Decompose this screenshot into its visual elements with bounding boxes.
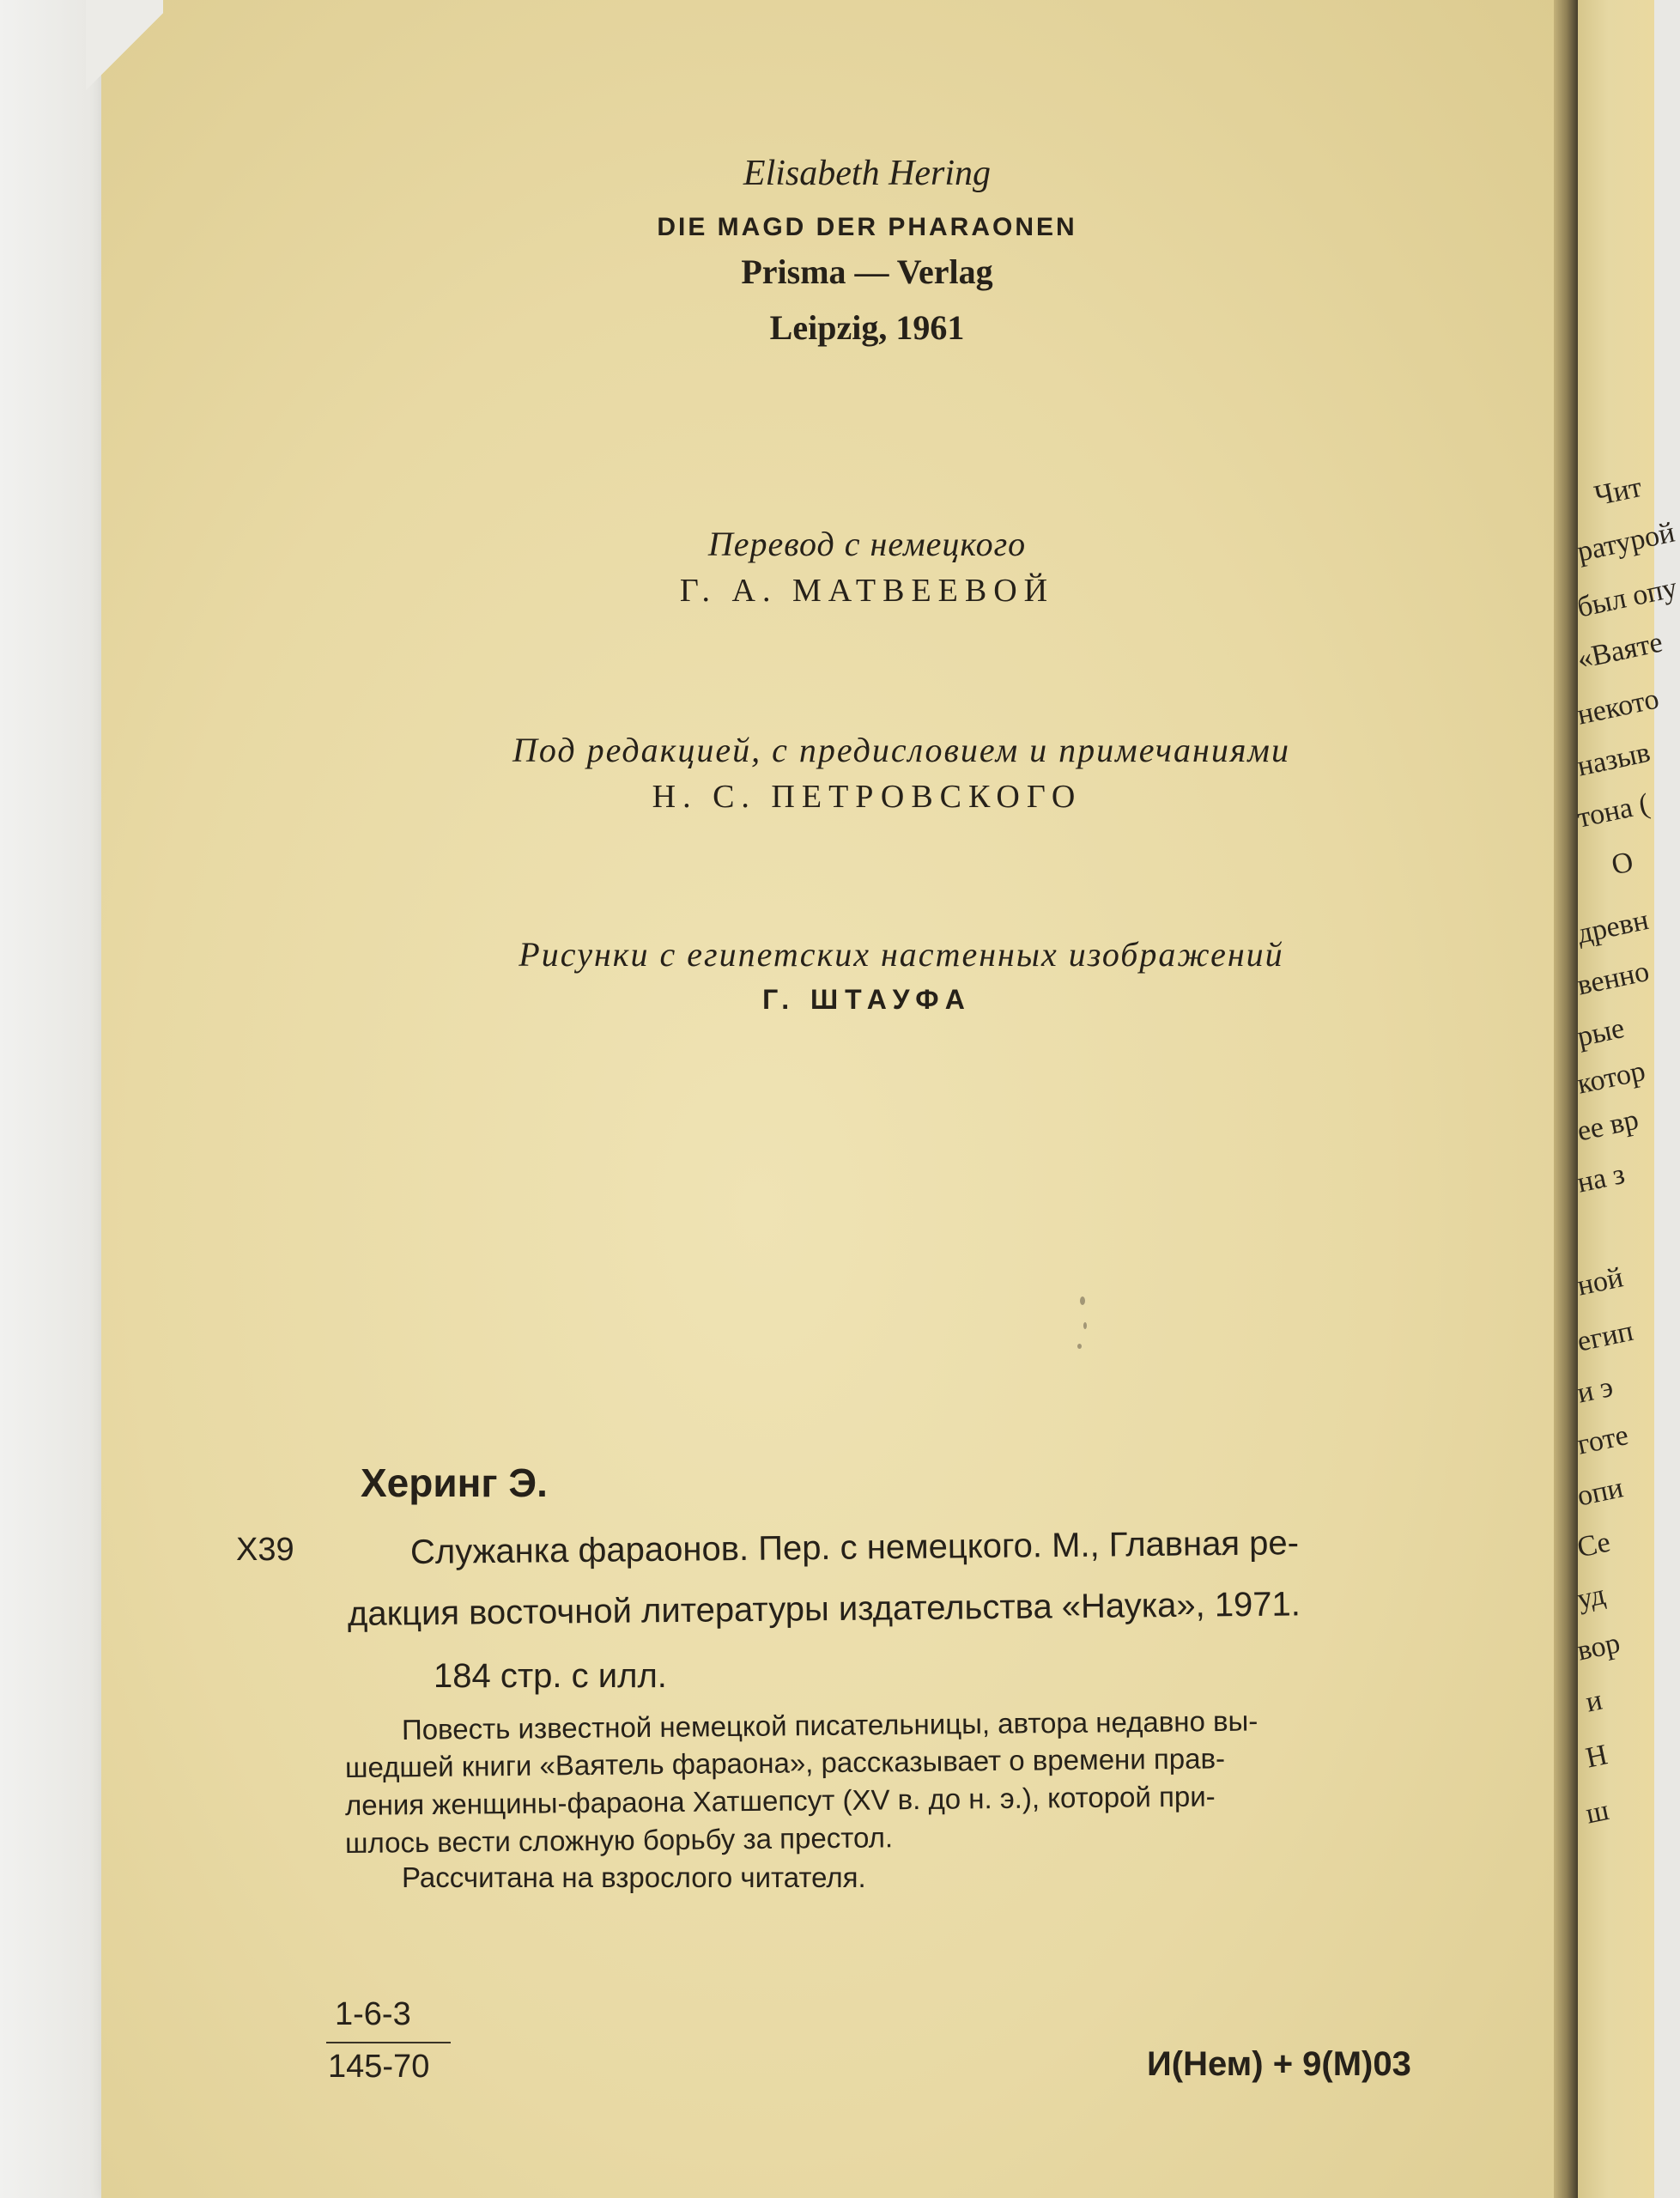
index-denominator: 145-70 [328, 2049, 430, 2085]
annotation-line: Повесть известной немецкой писательницы, автора недавно вы- [401, 1704, 1258, 1746]
facing-page-text: ной [1574, 1261, 1626, 1302]
facing-page-text: ее вр [1574, 1103, 1641, 1148]
facing-page-text: опи [1574, 1472, 1626, 1513]
facing-page-text: Чит [1592, 471, 1645, 513]
paper-speck [1080, 1296, 1085, 1305]
facing-page-text: и [1583, 1684, 1605, 1719]
catalog-description-line-2: дакция восточной литературы издательства «Наука», 1971. [347, 1585, 1301, 1633]
catalog-code: Х39 [236, 1532, 294, 1568]
facing-page-text: егип [1574, 1315, 1636, 1358]
catalog-author: Херинг Э. [361, 1460, 548, 1505]
catalog-description-line-1: Служанка фараонов. Пер. с немецкого. М., Главная ре- [409, 1524, 1300, 1571]
facing-page-text: древн [1574, 904, 1652, 950]
original-author: Elisabeth Hering [743, 154, 992, 193]
illustrations-label: Рисунки с египетских настенных изображений [519, 935, 1284, 974]
facing-page-text: на з [1574, 1157, 1628, 1199]
facing-page-text: назыв [1574, 736, 1653, 783]
facing-page-text: тона ( [1574, 787, 1653, 835]
editor-name: Н. С. ПЕТРОВСКОГО [652, 779, 1083, 815]
facing-page-text: венно [1574, 955, 1653, 1002]
annotation-line: ления женщины-фараона Хатшепсут (XV в. до н. э.), которой при- [344, 1780, 1216, 1821]
facing-page-text: уд [1574, 1578, 1609, 1616]
annotation-line: шедшей книги «Ваятель фараона», рассказывает о времени прав- [344, 1742, 1226, 1783]
index-numerator: 1-6-3 [335, 1996, 411, 2032]
catalog-pages: 184 стр. с илл. [434, 1657, 667, 1695]
fraction-line [326, 2042, 451, 2043]
facing-page-text: ш [1583, 1794, 1612, 1831]
facing-page-text: О [1609, 846, 1636, 882]
facing-page-text: был опу [1574, 571, 1680, 624]
book-gutter [1554, 0, 1580, 2198]
translator-name: Г. А. МАТВЕЕВОЙ [679, 573, 1055, 609]
facing-page-text: рые [1574, 1011, 1628, 1053]
facing-page-text: некото [1574, 683, 1662, 732]
paper-speck [1077, 1344, 1082, 1349]
facing-page-text: «Ваяте [1574, 626, 1665, 676]
facing-page-text: вор [1574, 1627, 1623, 1667]
original-place-year: Leipzig, 1961 [769, 308, 965, 347]
editor-label: Под редакцией, с предисловием и примечаниями [512, 731, 1290, 769]
facing-page-text: и э [1574, 1370, 1616, 1410]
facing-page-text: Се [1574, 1526, 1614, 1564]
illustrator-name: Г. ШТАУФА [762, 984, 972, 1015]
annotation-line: шлось вести сложную борьбу за престол. [344, 1821, 894, 1859]
original-publisher: Prisma — Verlag [741, 252, 993, 291]
original-title: DIE MAGD DER PHARAONEN [657, 213, 1077, 241]
facing-page-text: котор [1574, 1054, 1648, 1101]
paper-speck [1083, 1322, 1087, 1329]
facing-page-text: ратурой [1574, 516, 1678, 568]
annotation-audience: Рассчитана на взрослого читателя. [402, 1861, 866, 1893]
facing-page-text: Н [1583, 1739, 1610, 1775]
facing-page-text: готе [1574, 1419, 1632, 1461]
classification-code: И(Нем) + 9(М)03 [1147, 2045, 1411, 2083]
page-corner [86, 0, 163, 103]
facing-page-edge [1574, 0, 1680, 2198]
translation-label: Перевод с немецкого [707, 525, 1027, 563]
